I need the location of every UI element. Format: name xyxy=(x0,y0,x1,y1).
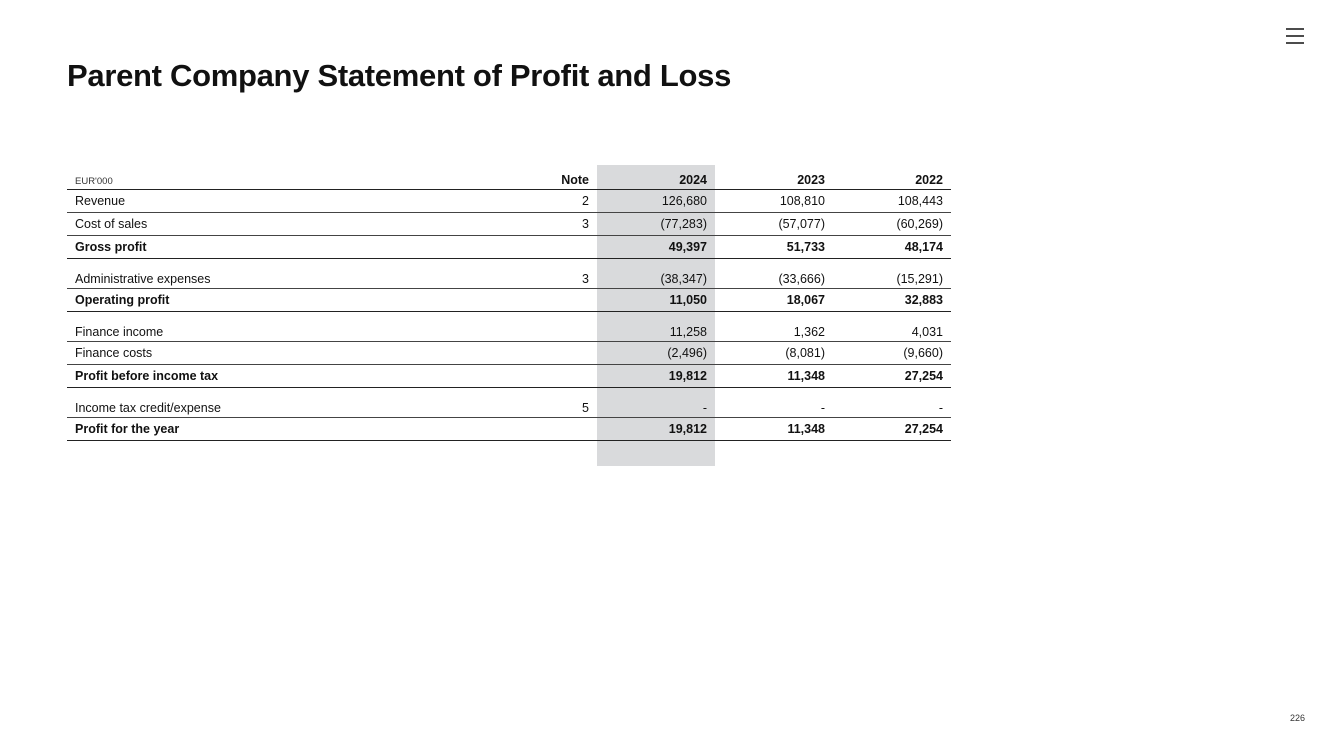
table-row-gross-profit xyxy=(67,236,951,259)
row-value-2022: (15,291) xyxy=(833,259,951,289)
row-note xyxy=(497,342,597,365)
page-title: Parent Company Statement of Profit and Loss xyxy=(67,58,732,93)
row-note: 3 xyxy=(497,213,597,236)
table-row-profit-before-income-tax xyxy=(67,365,951,388)
table-row-administrative-expenses xyxy=(67,259,951,289)
row-value-2023: 1,362 xyxy=(715,312,833,342)
row-label: Income tax credit/expense xyxy=(67,388,497,418)
row-label: Operating profit xyxy=(67,289,497,312)
row-note xyxy=(497,418,597,441)
year-header-2023: 2023 xyxy=(715,165,833,190)
row-value-2024: (77,283) xyxy=(597,213,715,236)
row-value-2023: (33,666) xyxy=(715,259,833,289)
row-value-2022: (9,660) xyxy=(833,342,951,365)
row-note: 5 xyxy=(497,388,597,418)
row-value-2024: (2,496) xyxy=(597,342,715,365)
row-value-2023: 11,348 xyxy=(715,365,833,388)
table-row-profit-for-the-year xyxy=(67,418,951,441)
row-value-2022: - xyxy=(833,388,951,418)
row-value-2023: 108,810 xyxy=(715,190,833,213)
profit-and-loss-table xyxy=(67,165,951,441)
year-header-2022: 2022 xyxy=(833,165,951,190)
year-header-2024: 2024 xyxy=(597,165,715,190)
row-label: Administrative expenses xyxy=(67,259,497,289)
row-value-2023: (57,077) xyxy=(715,213,833,236)
profit-and-loss-table-container xyxy=(67,165,951,441)
row-label: Revenue xyxy=(67,190,497,213)
row-value-2024: - xyxy=(597,388,715,418)
row-value-2023: 51,733 xyxy=(715,236,833,259)
row-value-2022: (60,269) xyxy=(833,213,951,236)
row-value-2024: 126,680 xyxy=(597,190,715,213)
row-value-2024: 49,397 xyxy=(597,236,715,259)
row-value-2024: 11,258 xyxy=(597,312,715,342)
table-row-cost-of-sales xyxy=(67,213,951,236)
row-value-2022: 32,883 xyxy=(833,289,951,312)
note-header: Note xyxy=(497,165,597,190)
row-label: Finance costs xyxy=(67,342,497,365)
row-note xyxy=(497,289,597,312)
row-note xyxy=(497,236,597,259)
row-value-2023: (8,081) xyxy=(715,342,833,365)
row-value-2022: 108,443 xyxy=(833,190,951,213)
row-note xyxy=(497,312,597,342)
table-row-finance-costs xyxy=(67,342,951,365)
row-value-2024: (38,347) xyxy=(597,259,715,289)
row-label: Profit before income tax xyxy=(67,365,497,388)
row-note: 2 xyxy=(497,190,597,213)
row-value-2024: 19,812 xyxy=(597,418,715,441)
row-value-2023: - xyxy=(715,388,833,418)
table-row-finance-income xyxy=(67,312,951,342)
row-note: 3 xyxy=(497,259,597,289)
row-label: Finance income xyxy=(67,312,497,342)
row-value-2022: 4,031 xyxy=(833,312,951,342)
hamburger-menu-icon[interactable] xyxy=(1285,26,1305,46)
page-number: 226 xyxy=(1290,713,1306,723)
row-value-2023: 18,067 xyxy=(715,289,833,312)
row-label: Cost of sales xyxy=(67,213,497,236)
table-header-row xyxy=(67,165,951,190)
row-value-2022: 27,254 xyxy=(833,418,951,441)
row-label: Profit for the year xyxy=(67,418,497,441)
table-row-revenue xyxy=(67,190,951,213)
row-value-2022: 27,254 xyxy=(833,365,951,388)
table-row-operating-profit xyxy=(67,289,951,312)
row-value-2024: 11,050 xyxy=(597,289,715,312)
row-note xyxy=(497,365,597,388)
row-label: Gross profit xyxy=(67,236,497,259)
row-value-2024: 19,812 xyxy=(597,365,715,388)
unit-label: EUR'000 xyxy=(67,165,497,190)
row-value-2022: 48,174 xyxy=(833,236,951,259)
table-row-income-tax xyxy=(67,388,951,418)
row-value-2023: 11,348 xyxy=(715,418,833,441)
